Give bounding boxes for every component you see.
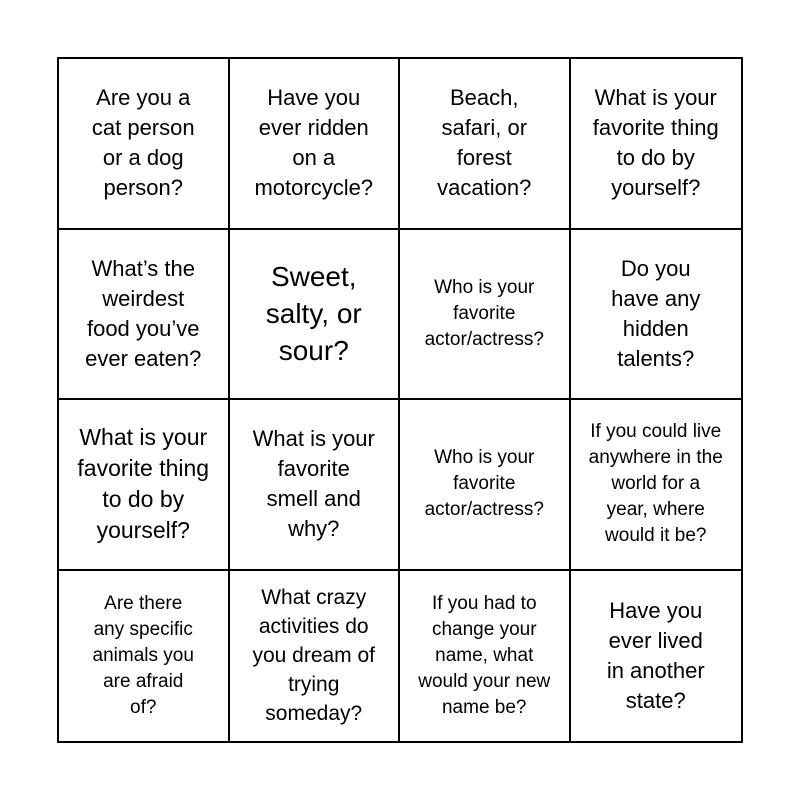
bingo-cell-r3c1[interactable] xyxy=(59,400,230,571)
bingo-cell-r3c2[interactable] xyxy=(230,400,401,571)
bingo-cell-r3c4[interactable] xyxy=(571,400,742,571)
bingo-board xyxy=(57,57,743,743)
cell-text: What is your favorite smell and why? xyxy=(252,426,375,542)
bingo-cell-r4c2[interactable] xyxy=(230,571,401,742)
bingo-cell-r2c4[interactable] xyxy=(571,230,742,401)
bingo-cell-r2c2[interactable] xyxy=(230,230,401,401)
bingo-cell-r1c4[interactable] xyxy=(571,59,742,230)
bingo-cell-r1c3[interactable] xyxy=(400,59,571,230)
bingo-cell-r1c2[interactable] xyxy=(230,59,401,230)
bingo-cell-r4c1[interactable] xyxy=(59,571,230,742)
cell-text: Are you a cat person or a dog person? xyxy=(91,85,195,201)
cell-text: Who is your favorite actor/actress? xyxy=(424,276,544,350)
bingo-cell-r4c4[interactable] xyxy=(571,571,742,742)
bingo-cell-r3c3[interactable] xyxy=(400,400,571,571)
bingo-cell-r4c3[interactable] xyxy=(400,571,571,742)
cell-text: Sweet, salty, or sour? xyxy=(265,261,362,367)
cell-text: Have you ever lived in another state? xyxy=(606,597,705,713)
bingo-cell-r1c1[interactable] xyxy=(59,59,230,230)
cell-text: If you had to change your name, what would your new name be? xyxy=(418,592,551,718)
cell-text: Do you have any hidden talents? xyxy=(611,255,701,371)
cell-text: What crazy activities do you dream of trying someday? xyxy=(252,586,376,726)
cell-text: Are there any specific animals you are afraid of? xyxy=(92,592,194,718)
cell-text: Have you ever ridden on a motorcycle? xyxy=(254,85,374,201)
cell-text: Beach, safari, or forest vacation? xyxy=(437,85,532,201)
cell-text: What’s the weirdest food you’ve ever eaten? xyxy=(85,255,202,371)
cell-text: If you could live anywhere in the world for a year, where would it be? xyxy=(588,421,723,547)
cell-text: What is your favorite thing to do by yourself? xyxy=(592,85,719,201)
cell-text: Who is your favorite actor/actress? xyxy=(424,447,544,521)
bingo-cell-r2c3[interactable] xyxy=(400,230,571,401)
bingo-cell-r2c1[interactable] xyxy=(59,230,230,401)
cell-text: What is your favorite thing to do by yourself? xyxy=(77,424,210,544)
